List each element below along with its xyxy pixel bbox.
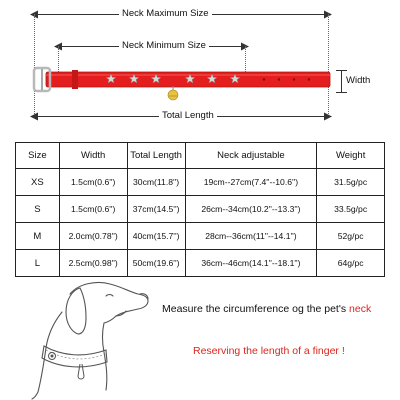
width-cell: 1.5cm(0.6'') (59, 169, 127, 196)
neck-min-label: Neck Minimum Size (119, 40, 209, 52)
arrow-left-icon (30, 112, 40, 121)
table-header-row (16, 143, 385, 169)
neck-max-label: Neck Maximum Size (119, 8, 212, 20)
neck-adjustable-cell: 26cm--34cm(10.2''--13.3'') (185, 196, 317, 223)
measure-instruction-highlight: neck (349, 303, 372, 315)
collar-illustration (32, 66, 337, 106)
neck-adjustable-cell: 28cm--36cm(11''--14.1'') (185, 223, 317, 250)
table-row (16, 169, 385, 196)
header-size: Size (16, 143, 60, 169)
total-length-cell: 37cm(14.5'') (127, 196, 185, 223)
width-tick-bottom (336, 92, 347, 93)
total-length-cell: 50cm(19.6'') (127, 250, 185, 277)
measure-instruction (162, 303, 371, 315)
arrow-left-icon (54, 42, 64, 51)
dog-illustration (18, 272, 158, 400)
weight-cell: 31.5g/pc (317, 169, 385, 196)
table-row (16, 196, 385, 223)
total-length-cell: 40cm(15.7'') (127, 223, 185, 250)
header-width: Width (59, 143, 127, 169)
neck-adjustable-cell: 19cm--27cm(7.4''--10.6'') (185, 169, 317, 196)
weight-cell: 52g/pc (317, 223, 385, 250)
width-dimension-line (341, 70, 342, 92)
header-neck-adjustable: Neck adjustable (185, 143, 317, 169)
header-weight: Weight (317, 143, 385, 169)
width-cell: 2.5cm(0.98'') (59, 250, 127, 277)
arrow-right-icon (323, 112, 333, 121)
size-table (15, 142, 385, 277)
size-cell: M (16, 223, 60, 250)
width-cell: 1.5cm(0.6'') (59, 196, 127, 223)
neck-adjustable-cell: 36cm--46cm(14.1''--18.1'') (185, 250, 317, 277)
reserve-finger-instruction: Reserving the length of a finger ! (193, 345, 345, 357)
total-length-cell: 30cm(11.8'') (127, 169, 185, 196)
weight-cell: 33.5g/pc (317, 196, 385, 223)
collar-on-dog (42, 346, 107, 379)
width-tick-top (336, 70, 347, 71)
width-label: Width (346, 75, 371, 86)
size-cell: S (16, 196, 60, 223)
header-total-length: Total Length (127, 143, 185, 169)
size-cell: L (16, 250, 60, 277)
width-cell: 2.0cm(0.78'') (59, 223, 127, 250)
total-length-label: Total Length (159, 110, 217, 122)
table-row (16, 223, 385, 250)
arrow-left-icon (30, 10, 40, 19)
weight-cell: 64g/pc (317, 250, 385, 277)
size-cell: XS (16, 169, 60, 196)
measure-instruction-text: Measure the circumference og the pet's (162, 303, 350, 315)
